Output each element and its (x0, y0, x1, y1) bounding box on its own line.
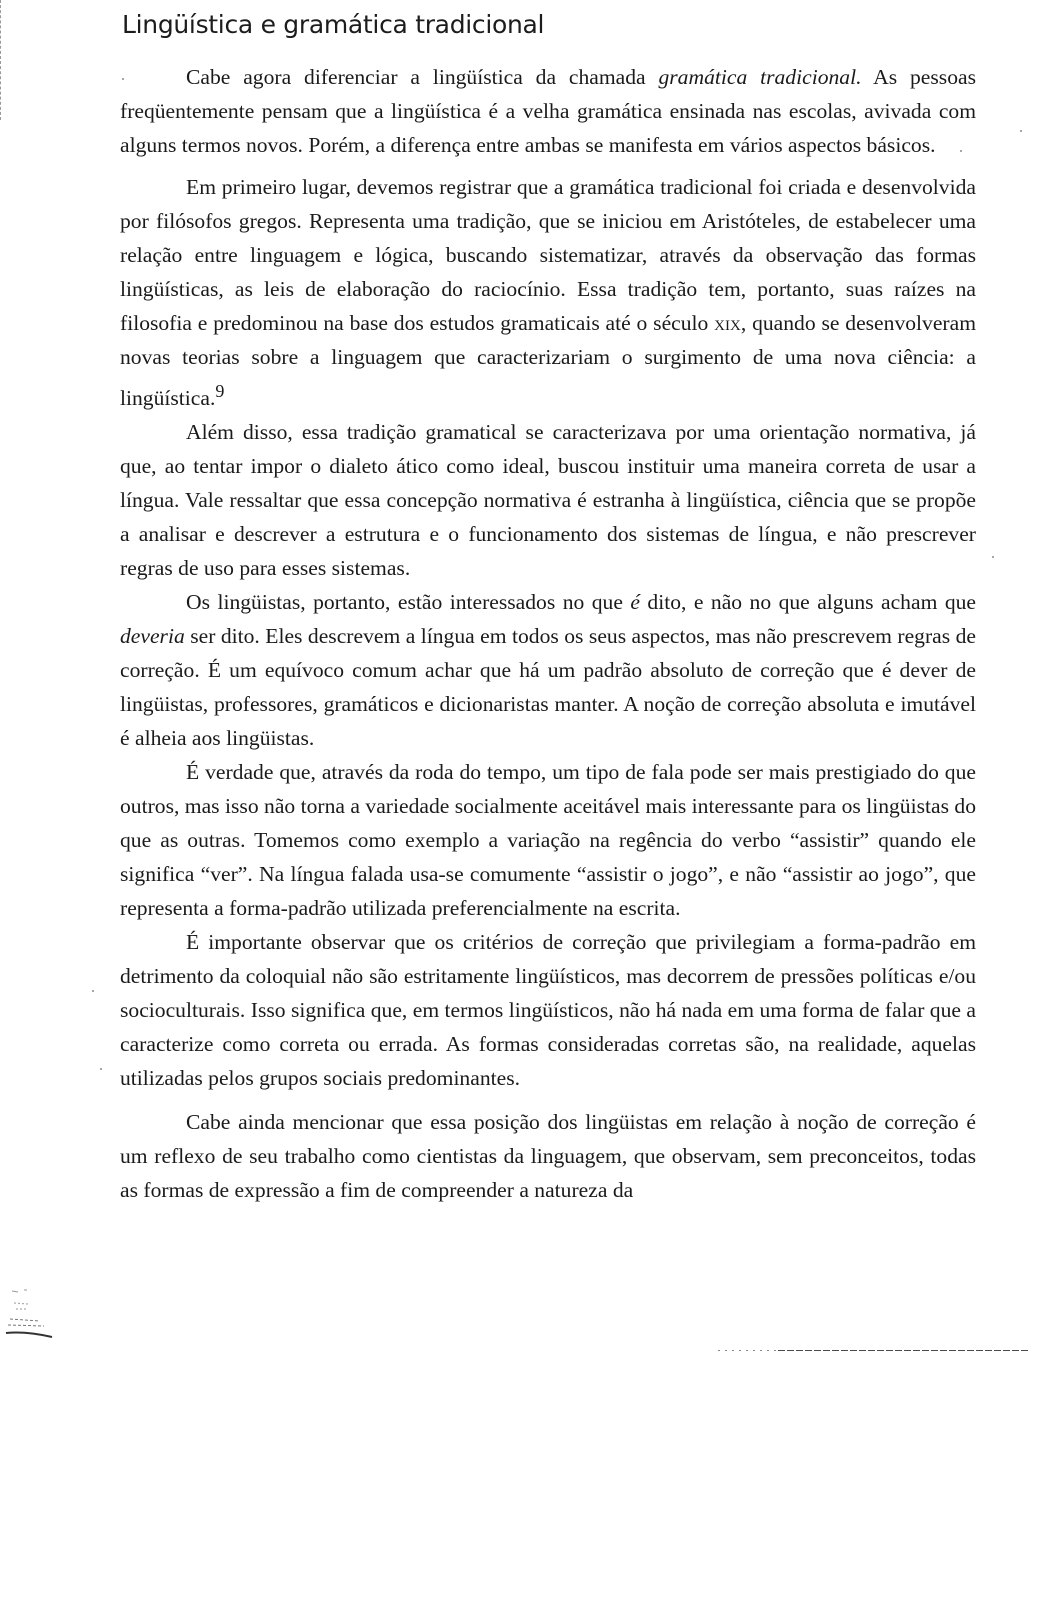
footnote-marker: 9 (215, 381, 225, 401)
paragraph-4 (120, 585, 976, 755)
section-title: Lingüística e gramática tradicional (122, 10, 545, 39)
paragraph-4-part1: Os lingüistas, portanto, estão interessados no que (186, 590, 631, 615)
paragraph-4-part2: dito, e não no que alguns acham que (639, 590, 976, 615)
scan-speck (92, 990, 94, 992)
paragraph-1-emphasis: gramática tradicional. (658, 65, 862, 89)
paragraph-1 (120, 60, 976, 162)
paragraph-4-emphasis-2: deveria (120, 624, 185, 649)
paragraph-5: É verdade que, através da roda do tempo, um tipo de fala pode ser mais prestigiado do que outros, mas isso não torna a variedade socialmente aceitável mais interessante para os lingüistas do que as outras. Tomemos como exemplo a variação na regência do verbo “assistir” quando ele significa “ver”. Na língua falada usa-se comumente “assistir o jogo”, e não “assistir ao jogo”, que representa a forma-padrão utilizada preferencialmente na escrita. (120, 760, 976, 921)
body-text (120, 60, 976, 1207)
paragraph-1-after: As pessoas freqüentemente pensam que a lingüística é a velha gramática ensinada nas escolas, avivada com alguns termos novos. Porém, a diferença entre ambas se manifesta em vários aspectos básicos. (120, 65, 976, 157)
margin-scribble (4, 1285, 58, 1355)
footnote-separator (718, 1350, 1030, 1351)
scan-speck (1020, 130, 1022, 132)
paragraph-2-before: Em primeiro lugar, devemos registrar que a gramática tradicional foi criada e desenvolvida por filósofos gregos. Representa uma tradição, que se iniciou em Aristóteles, de estabelecer uma relação entre linguagem e lógica, buscando sistematizar, através da observação das formas lingüísticas, as leis de elaboração do raciocínio. Essa tradição tem, portanto, suas raízes na filosofia e predominou na base dos estudos gramaticais até o século (120, 175, 976, 335)
scan-speck (122, 78, 124, 80)
scan-speck (960, 150, 962, 152)
paragraph-2 (120, 170, 976, 415)
paragraph-3: Além disso, essa tradição gramatical se caracterizava por uma orientação normativa, já que, ao tentar impor o dialeto ático como ideal, buscou instituir uma maneira correta de usar a língua. Vale ressaltar que essa concepção normativa é estranha à lingüística, ciência que se propõe a analisar e descrever a estrutura e o funcionamento dos sistemas de língua, e não prescrever regras de uso para esses sistemas. (120, 420, 976, 581)
paragraph-1-before: Cabe agora diferenciar a lingüística da chamada (186, 65, 659, 89)
paragraph-2-after: , quando se desenvolveram novas teorias sobre a linguagem que caracterizariam o surgimento de uma nova ciência: a lingüística. (120, 311, 976, 411)
scan-edge-mark (0, 0, 3, 120)
century-numeral: xix (714, 311, 741, 335)
paragraph-6: É importante observar que os critérios de correção que privilegiam a forma-padrão em detrimento da coloquial não são estritamente lingüísticos, mas decorrem de pressões políticas e/ou socioculturais. Isso significa que, em termos lingüísticos, não há nada em uma forma de falar que a caracterize como correta ou errada. As formas consideradas corretas são, na realidade, aquelas utilizadas pelos grupos sociais predominantes. (120, 930, 976, 1091)
scan-speck (992, 556, 994, 558)
paragraph-7: Cabe ainda mencionar que essa posição dos lingüistas em relação à noção de correção é um reflexo de seu trabalho como cientistas da linguagem, que observam, sem preconceitos, todas as formas de expressão a fim de compreender a natureza da (120, 1110, 976, 1203)
paragraph-4-emphasis-1: é (630, 590, 640, 615)
scan-speck (100, 1068, 102, 1070)
paragraph-4-part3: ser dito. Eles descrevem a língua em todos os seus aspectos, mas não prescrevem regras de correção. É um equívoco comum achar que há um padrão absoluto de correção que é dever de lingüistas, professores, gramáticos e dicionaristas manter. A noção de correção absoluta e imutável é alheia aos lingüistas. (120, 624, 976, 751)
